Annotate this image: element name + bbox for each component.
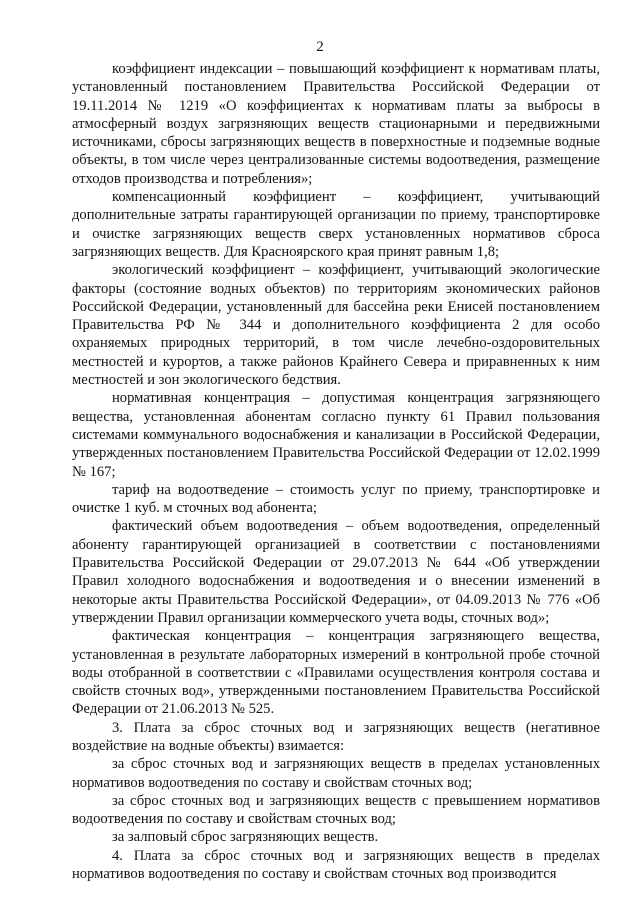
paragraph-compensation-coefficient: компенсационный коэффициент – коэффициент, учитывающий дополнительные затраты гарантирующей организации по приему, транспортировке и очистке загрязняющих веществ сверх установленных нормативов сброса загрязняющих веществ. Для Красноярского края принят равным 1,8; <box>72 189 600 260</box>
paragraph-ecological-coefficient: экологический коэффициент – коэффициент, учитывающий экологические факторы (состояние водных объектов) по территориям экономических районов Российской Федерации, установленный для бассейна реки Енисей постановлением Правительства РФ № 344 и дополнительного коэффициента 2 для особо охраняемых природных территорий, в том числе лечебно-оздоровительных местностей и курортов, а также районов Крайнего Севера и приравненных к ним местностей и зон экологического бедствия. <box>72 262 600 389</box>
paragraph-actual-concentration: фактическая концентрация – концентрация загрязняющего вещества, установленная в результате лабораторных измерений в контрольной пробе сточной воды отобранной в соответствии с «Правилами осуществления контроля состава и свойств сточных вод», утвержденными постановлением Правительства Российской Федерации от 21.06.2013 № 525. <box>72 628 600 718</box>
paragraph-section-3: 3. Плата за сброс сточных вод и загрязняющих веществ (негативное воздействие на водные объекты) взимается: <box>72 719 600 754</box>
document-body <box>72 60 600 883</box>
paragraph-salvo-discharge: за залповый сброс загрязняющих веществ. <box>112 829 379 846</box>
paragraph-excess-norms: за сброс сточных вод и загрязняющих веществ с превышением нормативов водоотведения по составу и свойствам сточных вод; <box>72 792 600 828</box>
paragraph-actual-volume: фактический объем водоотведения – объем водоотведения, определенный абоненту гарантирующей организацией в соответствии с постановлениями Правительства Российской Федерации от 29.07.2013 № 644 «Об утверждении Правил холодного водоснабжения и водоотведения и о внесении изменений в некоторые акты Правительства Российской Федерации», от 04.09.2013 № 776 «Об утверждении Правил организации коммерческого учета воды, сточных вод»; <box>72 518 600 626</box>
paragraph-tariff: тариф на водоотведение – стоимость услуг по приему, транспортировке и очистке 1 куб. м сточных вод абонента; <box>72 481 600 517</box>
paragraph-section-4: 4. Плата за сброс сточных вод и загрязняющих веществ в пределах нормативов водоотведения по составу и свойствам сточных вод производится <box>72 847 600 883</box>
paragraph-indexation-coefficient: коэффициент индексации – повышающий коэффициент к нормативам платы, установленный постановлением Правительства Российской Федерации от 19.11.2014 № 1219 «О коэффициентах к нормативам платы за выбросы в атмосферный воздух загрязняющих веществ стационарными и передвижными источниками, сбросы загрязняющих веществ в поверхностные и подземные водные объекты, в том числе через централизованные системы водоотведения, размещение отходов производства и потребления»; <box>72 61 600 187</box>
paragraph-normative-concentration: нормативная концентрация – допустимая концентрация загрязняющего вещества, установленная абонентам согласно пункту 61 Правил пользования системами коммунального водоснабжения и канализации в Российской Федерации, утвержденных постановлением Правительства Российской Федерации от 12.02.1999 № 167; <box>72 390 600 480</box>
page-number: 2 <box>316 39 324 55</box>
paragraph-within-norms: за сброс сточных вод и загрязняющих веществ в пределах установленных нормативов водоотведения по составу и свойствам сточных вод; <box>72 756 600 791</box>
